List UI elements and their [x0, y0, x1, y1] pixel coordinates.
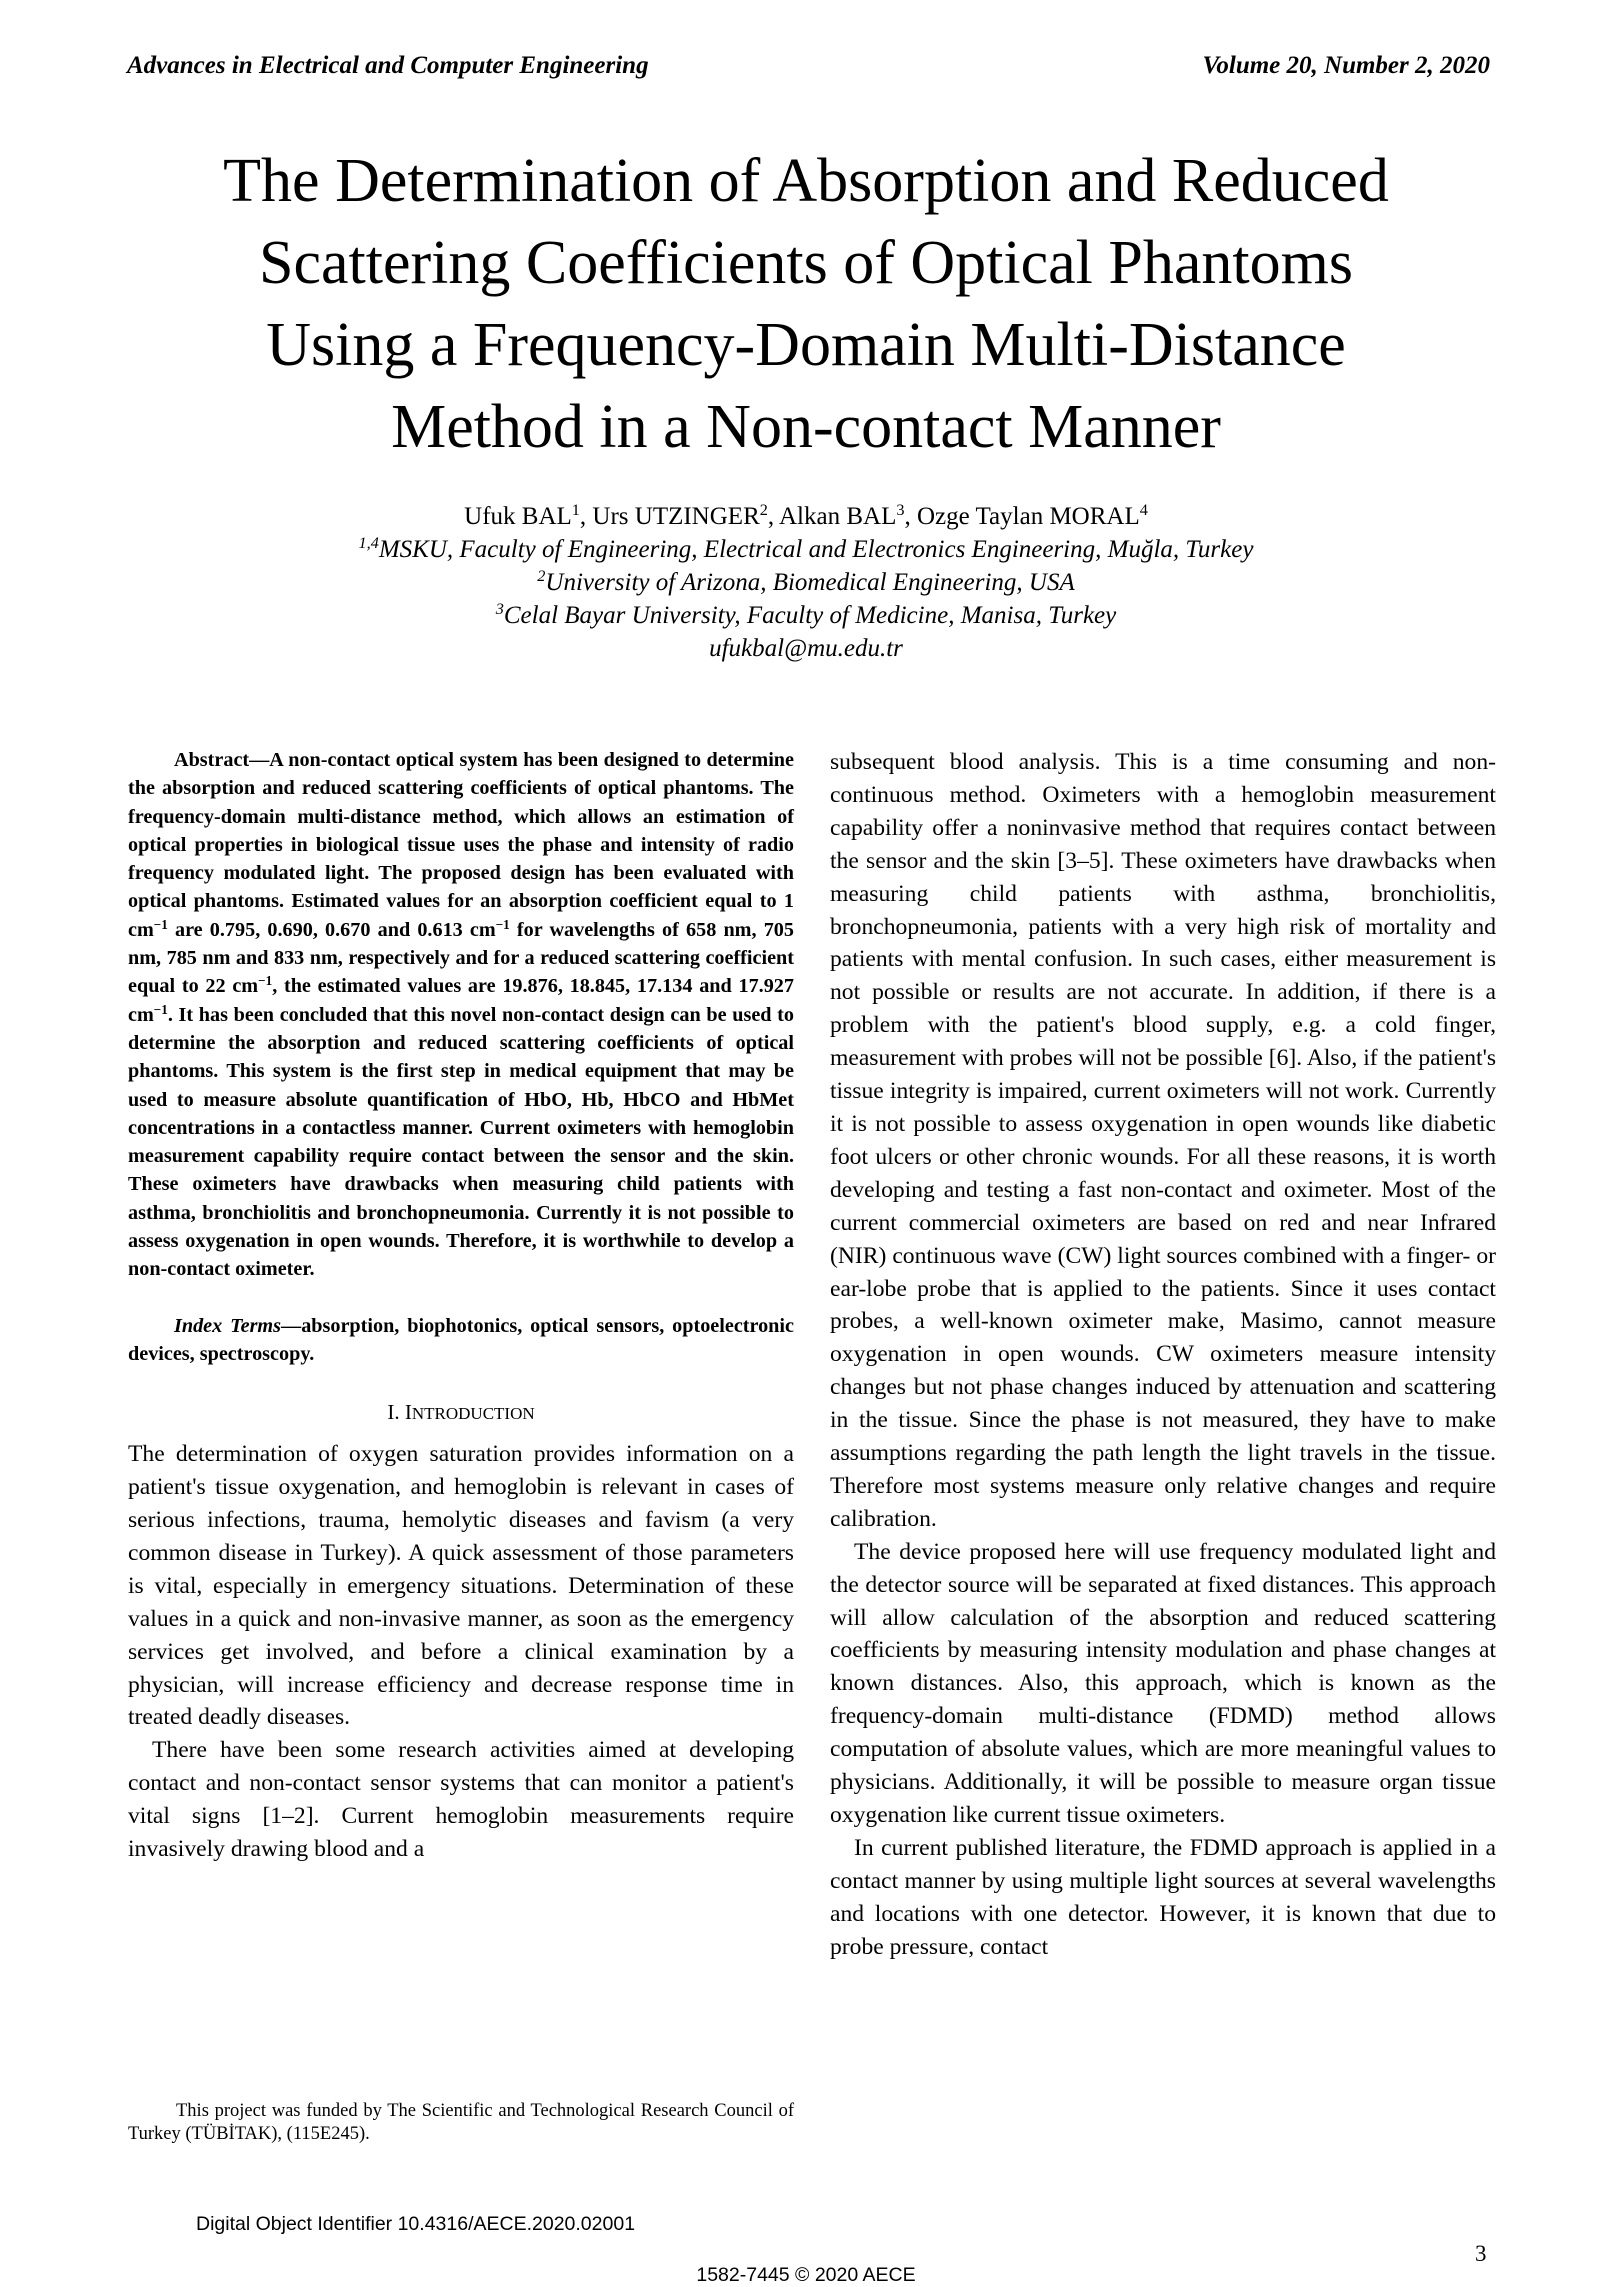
title-line: Method in a Non-contact Manner: [391, 393, 1221, 461]
journal-name: Advances in Electrical and Computer Engineering: [127, 52, 649, 79]
section-heading-introduction: I. INTRODUCTION: [387, 1400, 535, 1425]
left-column: [128, 746, 794, 1866]
paper-title: [120, 140, 1492, 468]
affiliation: $^{1,4}$MSKU, Faculty of Engineering, Electrical and Electronics Engineering, Muğla, Turkey: [358, 534, 1254, 563]
author-name: Urs UTZINGER: [592, 503, 760, 530]
affiliation: $^2$University of Arizona, Biomedical Engineering, USA: [537, 567, 1075, 596]
issn-copyright: 1582-7445 © 2020 AECE: [696, 2264, 916, 2286]
author-email[interactable]: ufukbal@mu.edu.tr: [709, 635, 903, 662]
index-terms-label: Index Terms: [174, 1314, 281, 1337]
doi-link[interactable]: Digital Object Identifier 10.4316/AECE.2020.02001: [196, 2213, 636, 2235]
body-paragraph: subsequent blood analysis. This is a time consuming and non-continuous method. Oximeters with a hemoglobin measurement capability offer a noninvasive method that requires contact between the sensor and the skin [3–5]. These oximeters have drawbacks when measuring child patients with asthma, bronchiolitis, bronchopneumonia, patients with a very high risk of mortality and patients with mental confusion. In such cases, either measurement is not possible or results are not accurate. In addition, if there is a problem with the patient's blood supply, e.g. a cold finger, measurement with probes will not be possible [6]. Also, if the patient's tissue integrity is impaired, current oximeters will not work. Currently it is not possible to assess oxygenation in open wounds like diabetic foot ulcers or other chronic wounds. For all these reasons, it is worth developing and testing a fast non-contact and oximeter. Most of the current commercial oximeters are based on red and near Infrared (NIR) continuous wave (CW) light sources combined with a finger- or ear-lobe probe that is applied to the patients. Since it uses contact probes, a well-known oximeter make, Masimo, cannot measure oxygenation in open wounds. CW oximeters measure intensity changes but not phase changes induced by attenuation and scattering in the tissue. Since the phase is not measured, they have to make assumptions regarding the path length the light travels in the tissue. Therefore most systems measure only relative changes and require calibration.: [830, 749, 1496, 1532]
funding-footnote: This project was funded by The Scientific and Technological Research Council of Turkey (TÜBİTAK), (115E245).: [128, 2101, 794, 2144]
body-paragraph: In current published literature, the FDMD approach is applied in a contact manner by using multiple light sources at several wavelengths and locations with one detector. However, it is known that due to probe pressure, contact: [830, 1834, 1496, 1960]
abstract: Abstract—A non-contact optical system has been designed to determine the absorption and reduced scattering coefficients of optical phantoms. The frequency-domain multi-distance method, which allows an estimation of optical properties in biological tissue uses the phase and intensity of radio frequency modulated light. The proposed design has been evaluated with optical phantoms. Estimated values for an absorption coefficient equal to 1 $cm^{-1}$ are 0.795, 0.690, 0.670 and 0.613 $cm^{-1}$ for wavelengths of 658 nm, 705 nm, 785 nm and 833 nm, respectively and for a reduced scattering coefficient equal to 22 $cm^{-1}$, the estimated values are 19.876, 18.845, 17.134 and 17.927 $cm^{-1}$. It has been concluded that this novel non-contact design can be used to determine the absorption and reduced scattering coefficients of optical phantoms. This system is the first step in medical equipment that may be used to measure absolute quantification of HbO, Hb, HbCO and HbMet concentrations in a contactless manner. Current oximeters with hemoglobin measurement capability require contact between the sensor and the skin. These oximeters have drawbacks when measuring child patients with asthma, bronchiolitis and bronchopneumonia. Currently it is not possible to assess oxygenation in open wounds. Therefore, it is worthwhile to develop a non-contact oximeter.: [128, 749, 794, 1281]
author-block: [120, 500, 1492, 665]
author-list: Ufuk BAL$^1$, Urs UTZINGER$^2$, Alkan BAL$^3$, Ozge Taylan MORAL$^4$: [464, 501, 1148, 530]
author-name: Ufuk BAL: [464, 503, 572, 530]
body-paragraph: The determination of oxygen saturation provides information on a patient's tissue oxygenation, and hemoglobin is relevant in cases of serious infections, trauma, hemolytic diseases and favism (a very common disease in Turkey). A quick assessment of those parameters is vital, especially in emergency situations. Determination of these values in a quick and non-invasive manner, as soon as the emergency services get involved, and before a clinical examination by a physician, will increase efficiency and decrease response time in treated deadly diseases.: [128, 1441, 794, 1731]
title-line: Scattering Coefficients of Optical Phantoms: [259, 229, 1353, 297]
author-name: Ozge Taylan MORAL: [916, 503, 1140, 530]
page-number: 3: [1475, 2241, 1487, 2266]
title-line: Using a Frequency-Domain Multi-Distance: [266, 311, 1346, 379]
author-name: Alkan BAL: [779, 503, 897, 530]
body-paragraph: The device proposed here will use frequency modulated light and the detector source will be separated at fixed distances. This approach will allow calculation of the absorption and reduced scattering coefficients by measuring intensity modulation and phase changes at known distances. Also, this approach, which is known as the frequency-domain multi-distance (FDMD) method allows computation of absolute values, which are more meaningful values to physicians. Additionally, it will be possible to measure organ tissue oxygenation like current tissue oximeters.: [830, 1538, 1496, 1828]
body-paragraph: There have been some research activities aimed at developing contact and non-contact sensor systems that can monitor a patient's vital signs [1–2]. Current hemoglobin measurements require invasively drawing blood and a: [128, 1737, 794, 1863]
right-column: [830, 746, 1496, 1964]
title-line: The Determination of Absorption and Reduced: [223, 147, 1389, 215]
affiliation: $^3$Celal Bayar University, Faculty of Medicine, Manisa, Turkey: [495, 600, 1117, 629]
index-terms: Index Terms—absorption, biophotonics, optical sensors, optoelectronic devices, spectroscopy.: [128, 1314, 794, 1365]
volume-info: Volume 20, Number 2, 2020: [1202, 52, 1490, 79]
